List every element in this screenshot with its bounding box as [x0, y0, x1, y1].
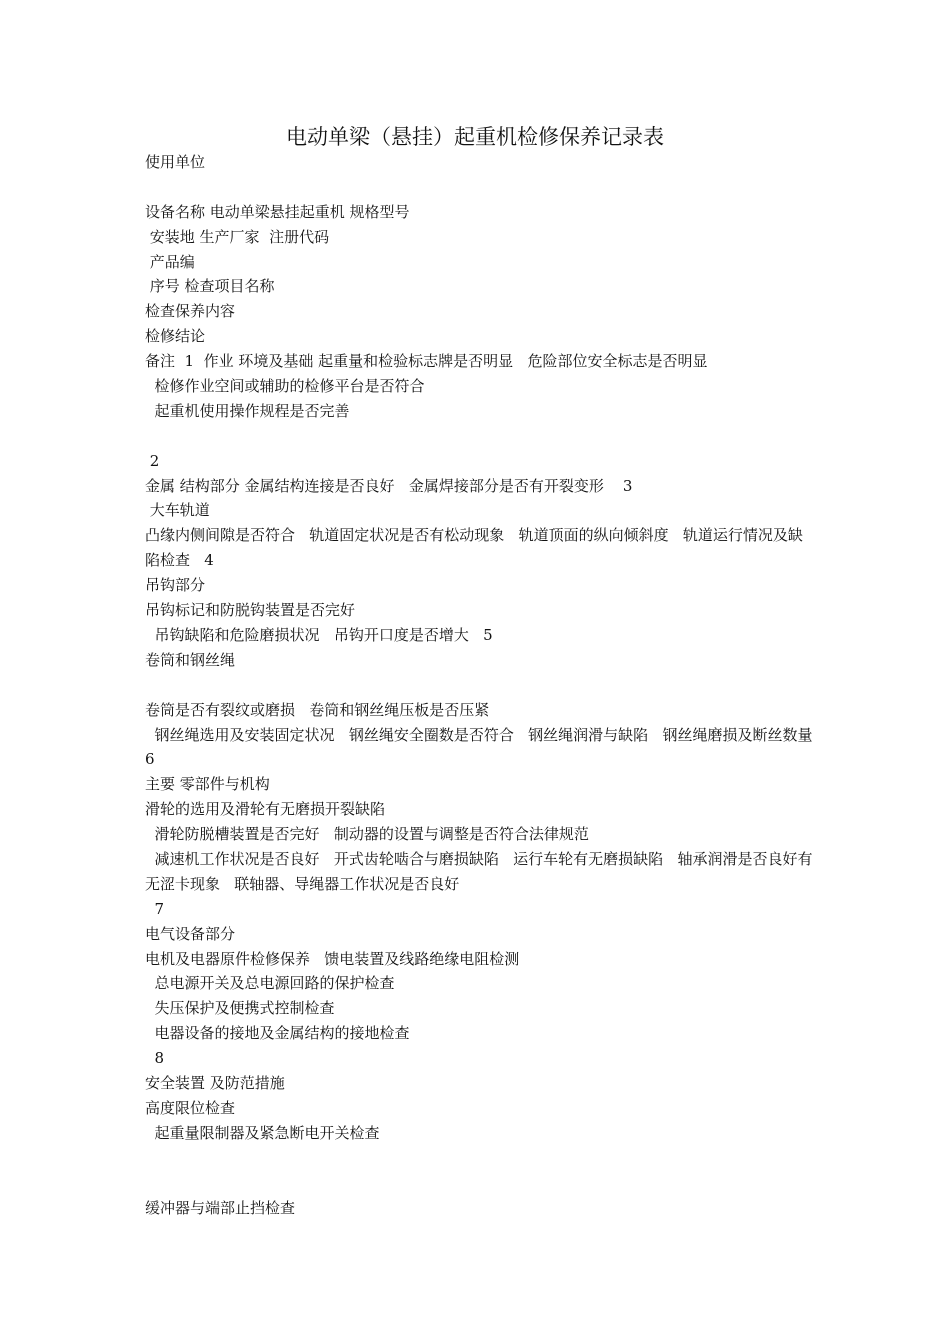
document-title: 电动单梁（悬挂）起重机检修保养记录表 [286, 125, 664, 149]
text-line-product-number: 产品编 [145, 252, 195, 271]
text-line-brake: 滑轮防脱槽装置是否完好 制动器的设置与调整是否符合法律规范 [145, 825, 589, 844]
document-body [145, 150, 827, 1220]
text-line-electrical: 电气设备部分 [145, 924, 236, 943]
text-line-hook: 吊钩部分 [145, 576, 206, 595]
text-line-using-unit: 使用单位 [145, 153, 206, 171]
blank-line [145, 175, 815, 200]
text-line-pulley: 滑轮的选用及滑轮有无磨损开裂缺陷 [145, 800, 386, 819]
text-line-reducer: 减速机工作状况是否良好 开式齿轮啮合与磨损缺陷 运行车轮有无磨损缺陷 轴承润滑是否良好有无涩卡现象 联轴器、导绳器工作状况是否良好 [145, 850, 813, 893]
text-line-load-limiter: 起重量限制器及紧急断电开关检查 [145, 1123, 380, 1142]
text-line-main-parts: 主要 零部件与机构 [145, 775, 270, 794]
text-line-section-1: 备注 1 作业 环境及基础 起重量和检验标志牌是否明显 危险部位安全标志是否明显 [145, 352, 708, 371]
blank-line [145, 673, 815, 698]
text-line-main-power: 总电源开关及总电源回路的保护检查 [145, 974, 395, 993]
text-line-conclusion: 检修结论 [145, 327, 206, 346]
text-line-device-name: 设备名称 电动单梁悬挂起重机 规格型号 [145, 202, 410, 221]
text-line-number-8: 8 [145, 1049, 165, 1068]
text-line-rail-checks: 凸缘内侧间隙是否符合 轨道固定状况是否有松动现象 轨道顶面的纵向倾斜度 轨道运行情况及缺陷检查 4 [145, 526, 803, 570]
text-line-drum-cracks: 卷筒是否有裂纹或磨损 卷筒和钢丝绳压板是否压紧 [145, 700, 490, 719]
text-line-undervoltage: 失压保护及便携式控制检查 [145, 999, 335, 1018]
blank-line [145, 424, 815, 449]
text-line-hook-defects: 吊钩缺陷和危险磨损状况 吊钩开口度是否增大 5 [145, 625, 493, 644]
text-line-hook-marking: 吊钩标记和防脱钩装置是否完好 [145, 601, 356, 620]
text-line-drum-rope: 卷筒和钢丝绳 [145, 650, 236, 669]
text-line-operating-rules: 起重机使用操作规程是否完善 [145, 401, 350, 420]
blank-line [145, 1146, 815, 1196]
text-line-item-name: 序号 检查项目名称 [145, 277, 275, 296]
text-line-install-site: 安装地 生产厂家 注册代码 [145, 227, 330, 246]
text-line-maintenance-content: 检查保养内容 [145, 302, 236, 321]
text-line-crane-rail: 大车轨道 [145, 501, 210, 520]
text-line-grounding: 电器设备的接地及金属结构的接地检查 [145, 1024, 410, 1043]
text-line-motor: 电机及电器原件检修保养 馈电装置及线路绝缘电阻检测 [145, 949, 520, 968]
text-line-number-7: 7 [145, 899, 165, 918]
text-line-buffer: 缓冲器与端部止挡检查 [145, 1198, 296, 1217]
text-line-height-limit: 高度限位检查 [145, 1098, 236, 1117]
text-line-metal-structure: 金属 结构部分 金属结构连接是否良好 金属焊接部分是否有开裂变形 3 [145, 476, 633, 495]
text-line-platform: 检修作业空间或辅助的检修平台是否符合 [145, 377, 425, 396]
text-line-safety-devices: 安全装置 及防范措施 [145, 1074, 285, 1093]
text-line-rope-checks: 钢丝绳选用及安装固定状况 钢丝绳安全圈数是否符合 钢丝绳润滑与缺陷 钢丝绳磨损及断丝数量 6 [145, 725, 827, 769]
text-line-number-2: 2 [145, 451, 160, 470]
